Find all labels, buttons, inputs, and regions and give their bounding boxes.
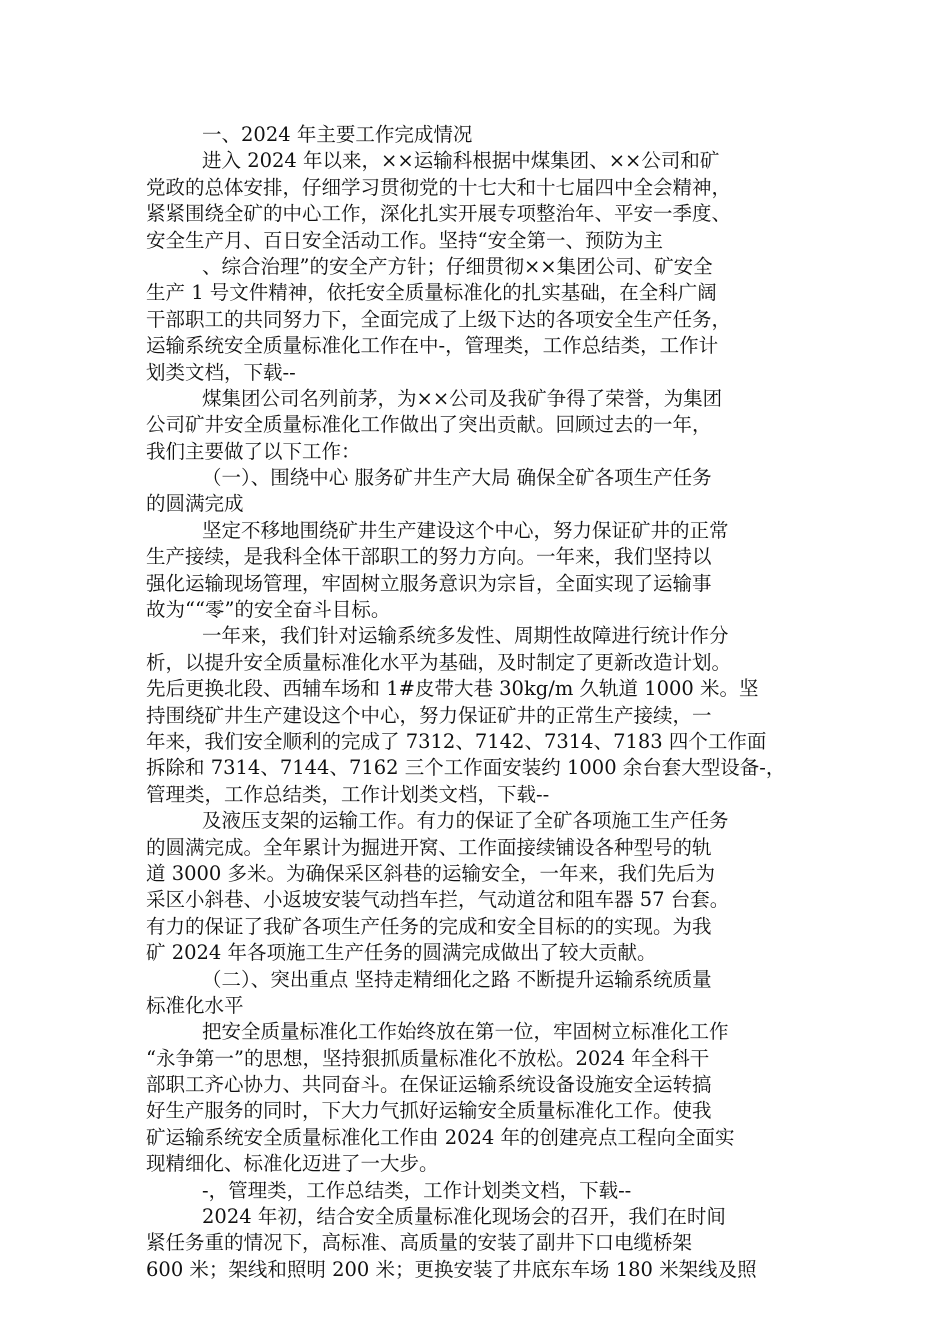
text-line: 运输系统安全质量标准化工作在中-，管理类，工作总结类，工作计 bbox=[146, 334, 719, 358]
text-line: 的圆满完成 bbox=[146, 492, 244, 516]
text-line: 有力的保证了我矿各项生产任务的完成和安全目标的的实现。为我 bbox=[146, 914, 712, 938]
text-line: （二）、突出重点 坚持走精细化之路 不断提升运输系统质量 bbox=[202, 967, 712, 991]
text-line: 我们主要做了以下工作： bbox=[146, 439, 361, 463]
text-line: 2024 年初，结合安全质量标准化现场会的召开，我们在时间 bbox=[202, 1205, 726, 1229]
text-line: 现精细化、标准化迈进了一大步。 bbox=[146, 1152, 439, 1176]
text-line: 持围绕矿井生产建设这个中心，努力保证矿井的正常生产接续，一 bbox=[146, 703, 712, 727]
text-line: 故为““零”的安全奋斗目标。 bbox=[146, 598, 391, 622]
text-line: 生产 1 号文件精神，依托安全质量标准化的扎实基础，在全科广阔 bbox=[146, 281, 717, 305]
text-line: 年来，我们安全顺利的完成了 7312、7142、7314、7183 四个工作面 bbox=[146, 729, 767, 753]
text-line: 党政的总体安排，仔细学习贯彻党的十七大和十七届四中全会精神， bbox=[146, 175, 732, 199]
text-line: 强化运输现场管理，牢固树立服务意识为宗旨，全面实现了运输事 bbox=[146, 571, 712, 595]
text-line: 、综合治理”的安全产方针；仔细贯彻××集团公司、矿安全 bbox=[202, 254, 713, 278]
text-line: 拆除和 7314、7144、7162 三个工作面安装约 1000 余台套大型设备-， bbox=[146, 756, 786, 780]
text-line: 煤集团公司名列前茅，为××公司及我矿争得了荣誉，为集团 bbox=[202, 386, 723, 410]
text-line: 先后更换北段、西辅车场和 1#皮带大巷 30kg/m 久轨道 1000 米。坚 bbox=[146, 677, 759, 701]
text-line: 一年来，我们针对运输系统多发性、周期性故障进行统计作分 bbox=[202, 624, 729, 648]
text-line: 划类文档，下载-- bbox=[146, 360, 296, 384]
text-line: 部职工齐心协力、共同奋斗。在保证运输系统设备设施安全运转搞 bbox=[146, 1073, 712, 1097]
document-body bbox=[146, 122, 810, 1283]
text-line: -，管理类，工作总结类，工作计划类文档，下载-- bbox=[202, 1178, 632, 1202]
text-line: 公司矿井安全质量标准化工作做出了突出贡献。回顾过去的一年， bbox=[146, 413, 712, 437]
text-line: （一）、围绕中心 服务矿井生产大局 确保全矿各项生产任务 bbox=[202, 466, 712, 490]
text-line: 紧紧围绕全矿的中心工作，深化扎实开展专项整治年、平安一季度、 bbox=[146, 202, 732, 226]
text-line: 及液压支架的运输工作。有力的保证了全矿各项施工生产任务 bbox=[202, 809, 729, 833]
text-line: 600 米；架线和照明 200 米；更换安装了井底东车场 180 米架线及照 bbox=[146, 1257, 757, 1281]
text-line: 标准化水平 bbox=[146, 993, 244, 1017]
text-line: 矿运输系统安全质量标准化工作由 2024 年的创建亮点工程向全面实 bbox=[146, 1125, 735, 1149]
text-line: 安全生产月、百日安全活动工作。坚持“安全第一、预防为主 bbox=[146, 228, 663, 252]
text-line: 进入 2024 年以来，××运输科根据中煤集团、××公司和矿 bbox=[202, 149, 720, 173]
text-line: “永争第一”的思想，坚持狠抓质量标准化不放松。2024 年全科干 bbox=[146, 1046, 710, 1070]
text-line: 把安全质量标准化工作始终放在第一位，牢固树立标准化工作 bbox=[202, 1020, 729, 1044]
text-line: 矿 2024 年各项施工生产任务的圆满完成做出了较大贡献。 bbox=[146, 941, 657, 965]
text-line: 紧任务重的情况下，高标准、高质量的安装了副井下口电缆桥架 bbox=[146, 1231, 693, 1255]
text-line: 好生产服务的同时，下大力气抓好运输安全质量标准化工作。使我 bbox=[146, 1099, 712, 1123]
text-line: 生产接续，是我科全体干部职工的努力方向。一年来，我们坚持以 bbox=[146, 545, 712, 569]
text-line: 的圆满完成。全年累计为掘进开窝、工作面接续铺设各种型号的轨 bbox=[146, 835, 712, 859]
text-line: 干部职工的共同努力下，全面完成了上级下达的各项安全生产任务， bbox=[146, 307, 732, 331]
text-line: 坚定不移地围绕矿井生产建设这个中心，努力保证矿井的正常 bbox=[202, 518, 729, 542]
text-line: 采区小斜巷、小返坡安装气动挡车拦，气动道岔和阻车器 57 台套。 bbox=[146, 888, 730, 912]
text-line: 管理类，工作总结类，工作计划类文档，下载-- bbox=[146, 782, 550, 806]
text-line: 一、2024 年主要工作完成情况 bbox=[202, 123, 473, 146]
text-line: 道 3000 多米。为确保采区斜巷的运输安全，一年来，我们先后为 bbox=[146, 861, 716, 885]
text-line: 析，以提升安全质量标准化水平为基础，及时制定了更新改造计划。 bbox=[146, 650, 732, 674]
